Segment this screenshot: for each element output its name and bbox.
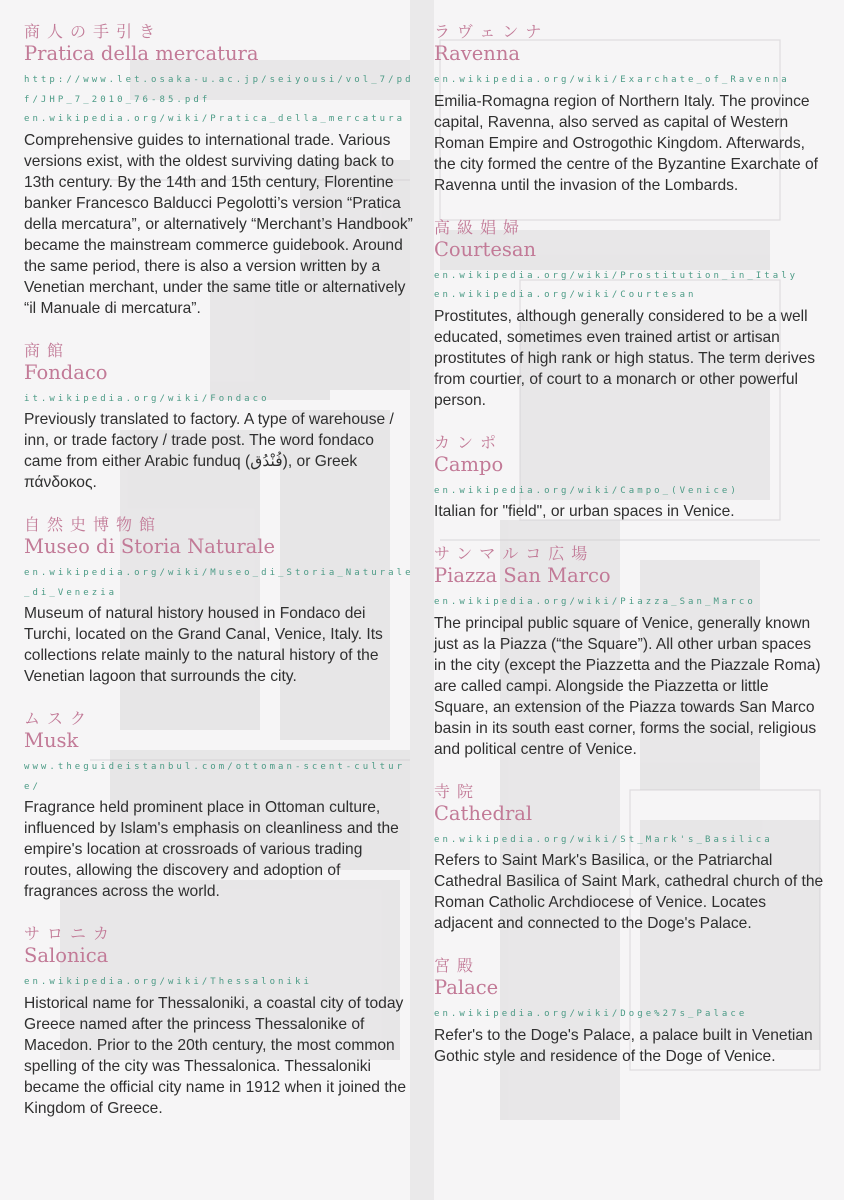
glossary-entry-piazza-san-marco xyxy=(434,544,826,760)
entry-title: Salonica xyxy=(24,944,109,967)
japanese-term: 高級娼婦 xyxy=(434,217,527,237)
reference-link[interactable]: en.wikipedia.org/wiki/Museo_di_Storia_Naturale_di_Venezia xyxy=(24,568,414,598)
glossary-entry-fondaco xyxy=(24,341,414,494)
glossary-entry-courtesan xyxy=(434,218,826,411)
japanese-term: カンポ xyxy=(434,432,504,452)
right-column xyxy=(434,22,826,1067)
reference-link[interactable]: en.wikipedia.org/wiki/Thessaloniki xyxy=(24,977,312,987)
glossary-entry-salonica xyxy=(24,924,414,1119)
entry-title: Cathedral xyxy=(434,801,533,825)
entry-description: Previously translated to factory. A type of warehouse / inn, or trade factory / trade post. The word fondaco came from either Arabic funduq (فُنْدُق), or Greek πάνδοκος. xyxy=(24,411,394,491)
reference-link[interactable]: en.wikipedia.org/wiki/Piazza_San_Marco xyxy=(434,597,756,607)
reference-link[interactable]: http://www.let.osaka-u.ac.jp/seiyousi/vol_7/pdf/JHP_7_2010_76-85.pdf xyxy=(24,75,414,105)
entry-title: Ravenna xyxy=(434,42,521,65)
entry-description: Emilia-Romagna region of Northern Italy. The province capital, Ravenna, also served as capital of Western Roman Empire and Ostrogothic Kingdom. Afterwards, the city formed the centre of the Byzantine Exarchate of Ravenna until the invasion of the Lombards. xyxy=(434,92,818,194)
japanese-term: ラヴェンナ xyxy=(434,22,549,41)
reference-link[interactable]: en.wikipedia.org/wiki/Doge%27s_Palace xyxy=(434,1009,748,1019)
entry-title: Campo xyxy=(434,452,504,476)
entry-spacer xyxy=(434,196,826,218)
entry-description: Museum of natural history housed in Fondaco dei Turchi, located on the Grand Canal, Venice, Italy. Its collections relate mainly to the natural history of the Venetian lagoon that surrounds the city. xyxy=(24,605,383,685)
entry-title: Palace xyxy=(434,976,499,999)
entry-description: Refers to Saint Mark's Basilica, or the Patriarchal Cathedral Basilica of Saint Mark, cathedral church of the Roman Catholic Archdiocese of Venice. Locates adjacent and connected to the Doge's Palace. xyxy=(434,852,824,932)
reference-link[interactable]: en.wikipedia.org/wiki/Campo_(Venice) xyxy=(434,485,739,496)
entry-title: Pratica della mercatura xyxy=(24,42,259,65)
entry-title: Piazza San Marco xyxy=(434,564,611,587)
entry-description: Fragrance held prominent place in Ottoman culture, influenced by Islam's emphasis on cleanliness and the empire's location at crossroads of various trading routes, allowing the discovery and adoption of fragrances across the world. xyxy=(24,799,399,900)
japanese-term: 自然史博物館 xyxy=(24,515,163,534)
entry-spacer xyxy=(434,411,826,433)
japanese-term: 商人の手引き xyxy=(24,22,163,41)
japanese-term: サンマルコ広場 xyxy=(434,544,595,563)
glossary-entry-musk xyxy=(24,709,414,902)
glossary-entry-campo xyxy=(434,433,826,523)
glossary-entry-museo-di-storia-naturale xyxy=(24,515,414,687)
entry-spacer xyxy=(434,522,826,544)
entry-description: Historical name for Thessaloniki, a coastal city of today Greece named after the princess Thessalonike of Macedon. Prior to the 20th century, the most common spelling of the city was Thessalonica. Thessaloniki became the official city name in 1912 when it joined the Kingdom of Greece. xyxy=(24,994,406,1117)
entry-description: Prostitutes, although generally considered to be a well educated, sometimes even trained artist or artisan prostitutes of high rank or high status. The term derives from courtier, of court to a monarch or other powerful person. xyxy=(434,307,816,409)
entry-spacer xyxy=(24,493,414,515)
entry-title: Museo di Storia Naturale xyxy=(24,535,276,558)
japanese-term: サロニカ xyxy=(24,924,117,943)
entry-title: Courtesan xyxy=(434,237,537,261)
glossary-entry-pratica-della-mercatura xyxy=(24,22,414,319)
reference-link[interactable]: en.wikipedia.org/wiki/Pratica_della_mercatura xyxy=(24,114,406,124)
entry-spacer xyxy=(434,934,826,956)
japanese-term: ムスク xyxy=(24,709,94,728)
glossary-entry-ravenna xyxy=(434,22,826,196)
entry-title: Fondaco xyxy=(24,360,108,384)
left-column xyxy=(24,22,414,1119)
entry-spacer xyxy=(24,902,414,924)
entry-title: Musk xyxy=(24,729,79,752)
reference-link[interactable]: en.wikipedia.org/wiki/Exarchate_of_Ravenna xyxy=(434,75,790,85)
entry-description: Refer's to the Doge's Palace, a palace built in Venetian Gothic style and residence of the Doge of Venice. xyxy=(434,1026,813,1065)
entry-spacer xyxy=(24,687,414,709)
reference-link[interactable]: it.wikipedia.org/wiki/Fondaco xyxy=(24,393,270,404)
reference-link[interactable]: en.wikipedia.org/wiki/Courtesan xyxy=(434,290,697,300)
entry-description: The principal public square of Venice, generally known just as la Piazza (“the Square”). All other urban spaces in the city (except the Piazzetta and the Piazzale Roma) are called campi. Alongside the Piazzetta or little Square, an extension of the Piazza towards San Marco basin in its south east corner, forms the social, religious and political centre of Venice. xyxy=(434,614,821,758)
reference-link[interactable]: en.wikipedia.org/wiki/St_Mark's_Basilica xyxy=(434,834,773,845)
japanese-term: 商館 xyxy=(24,340,71,360)
reference-link[interactable]: www.theguideistanbul.com/ottoman-scent-culture/ xyxy=(24,762,406,792)
reference-link[interactable]: en.wikipedia.org/wiki/Prostitution_in_Italy xyxy=(434,270,799,281)
entry-description: Comprehensive guides to international trade. Various versions exist, with the oldest surviving dating back to 13th century. By the 14th and 15th century, Florentine banker Francesco Balducci Pegolotti’s version “Pratica della mercatura”, or alternatively “Merchant’s Handbook” became the mainstream commerce guidebook. Around the same period, there is also a version written by a Venetian merchant, under the same title or alternatively “il Manuale di mercatura”. xyxy=(24,131,413,317)
entry-spacer xyxy=(24,319,414,341)
entry-spacer xyxy=(434,760,826,782)
japanese-term: 宮殿 xyxy=(434,956,481,975)
glossary-entry-cathedral xyxy=(434,782,826,935)
glossary-entry-palace xyxy=(434,956,826,1067)
japanese-term: 寺院 xyxy=(434,781,481,801)
entry-description: Italian for "field", or urban spaces in Venice. xyxy=(434,503,735,520)
